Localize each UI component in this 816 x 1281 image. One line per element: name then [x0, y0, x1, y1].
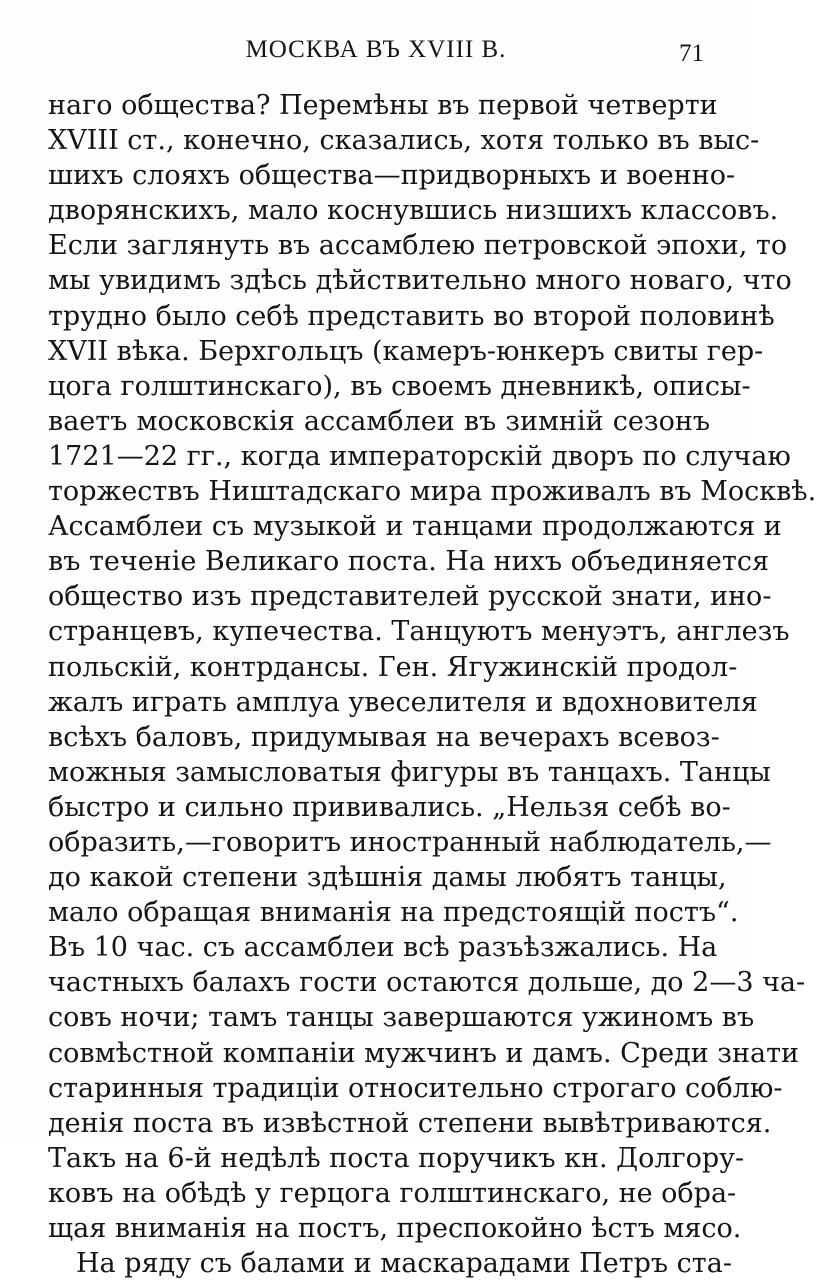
text-line: совмѣстной компаніи мужчинъ и дамъ. Среди знати: [48, 1037, 800, 1069]
text-line: Ассамблеи съ музыкой и танцами продолжаются и: [48, 511, 782, 543]
text-line: шихъ слояхъ общества—придворныхъ и военно-: [48, 160, 736, 192]
text-line: всѣхъ баловъ, придумывая на вечерахъ всевоз-: [48, 721, 720, 753]
page-number: 71: [679, 40, 704, 67]
text-line: цога голштинскаго), въ своемъ дневникѣ, описы-: [48, 370, 751, 402]
body-text: [48, 88, 816, 1281]
text-line: совъ ночи; тамъ танцы завершаются ужиномъ въ: [48, 1002, 755, 1034]
text-line: Такъ на 6-й недѣлѣ поста поручикъ кн. Долгору-: [48, 1142, 745, 1174]
text-line: ваетъ московскія ассамблеи въ зимній сезонъ: [48, 405, 710, 437]
text-line: странцевъ, купечества. Танцуютъ менуэтъ, англезъ: [48, 616, 790, 648]
text-line: наго общества? Перемѣны въ первой четверти: [48, 90, 718, 121]
text-line: мы увидимъ здѣсь дѣйствительно много новаго, что: [48, 265, 792, 297]
text-line: торжествъ Ништадскаго мира проживалъ въ Москвѣ.: [48, 476, 816, 508]
text-line: жалъ играть амплуа увеселителя и вдохновителя: [48, 686, 758, 718]
text-line: На ряду съ балами и маскарадами Петръ ста-: [76, 1248, 732, 1280]
page-header: [48, 36, 704, 76]
text-line: XVII вѣка. Берхгольцъ (камеръ-юнкеръ свиты гер-: [48, 335, 764, 367]
text-line: XVIII ст., конечно, сказались, хотя только въ выс-: [48, 125, 760, 157]
text-line: общество изъ представителей русской знати, ино-: [48, 581, 772, 613]
text-line: польскій, контрдансы. Ген. Ягужинскій продол-: [48, 651, 738, 683]
text-line: быстро и сильно прививались. „Нельзя себѣ во-: [48, 791, 731, 823]
text-line: старинныя традиціи относительно строгаго соблю-: [48, 1072, 783, 1104]
text-line: можныя замысловатыя фигуры въ танцахъ. Танцы: [48, 756, 771, 788]
text-line: трудно было себѣ представить во второй половинѣ: [48, 300, 775, 332]
text-line: дворянскихъ, мало коснувшись низшихъ классовъ.: [48, 195, 779, 227]
text-line: ковъ на обѣдѣ у герцога голштинскаго, не обра-: [48, 1177, 737, 1209]
text-line: частныхъ балахъ гости остаются дольше, до 2—3 ча-: [48, 967, 806, 999]
text-line: мало обращая вниманія на предстоящій постъ“.: [48, 897, 739, 929]
text-line: щая вниманія на постъ, преспокойно ѣстъ мясо.: [48, 1213, 742, 1244]
text-line: 1721—22 гг., когда императорскій дворъ по случаю: [48, 440, 791, 472]
text-line: Въ 10 час. съ ассамблеи всѣ разъѣзжались. На: [48, 932, 718, 964]
text-line: денія поста въ извѣстной степени вывѣтриваются.: [48, 1107, 772, 1139]
text-line: въ теченіе Великаго поста. На нихъ объединяется: [48, 546, 769, 578]
text-line: Если заглянуть въ ассамблею петровской эпохи, то: [48, 230, 788, 262]
text-line: до какой степени здѣшнія дамы любятъ танцы,: [48, 862, 727, 894]
running-title: МОСКВА ВЪ XVIII В.: [245, 36, 507, 63]
text-line: образить,—говоритъ иностранный наблюдатель,—: [48, 826, 772, 858]
